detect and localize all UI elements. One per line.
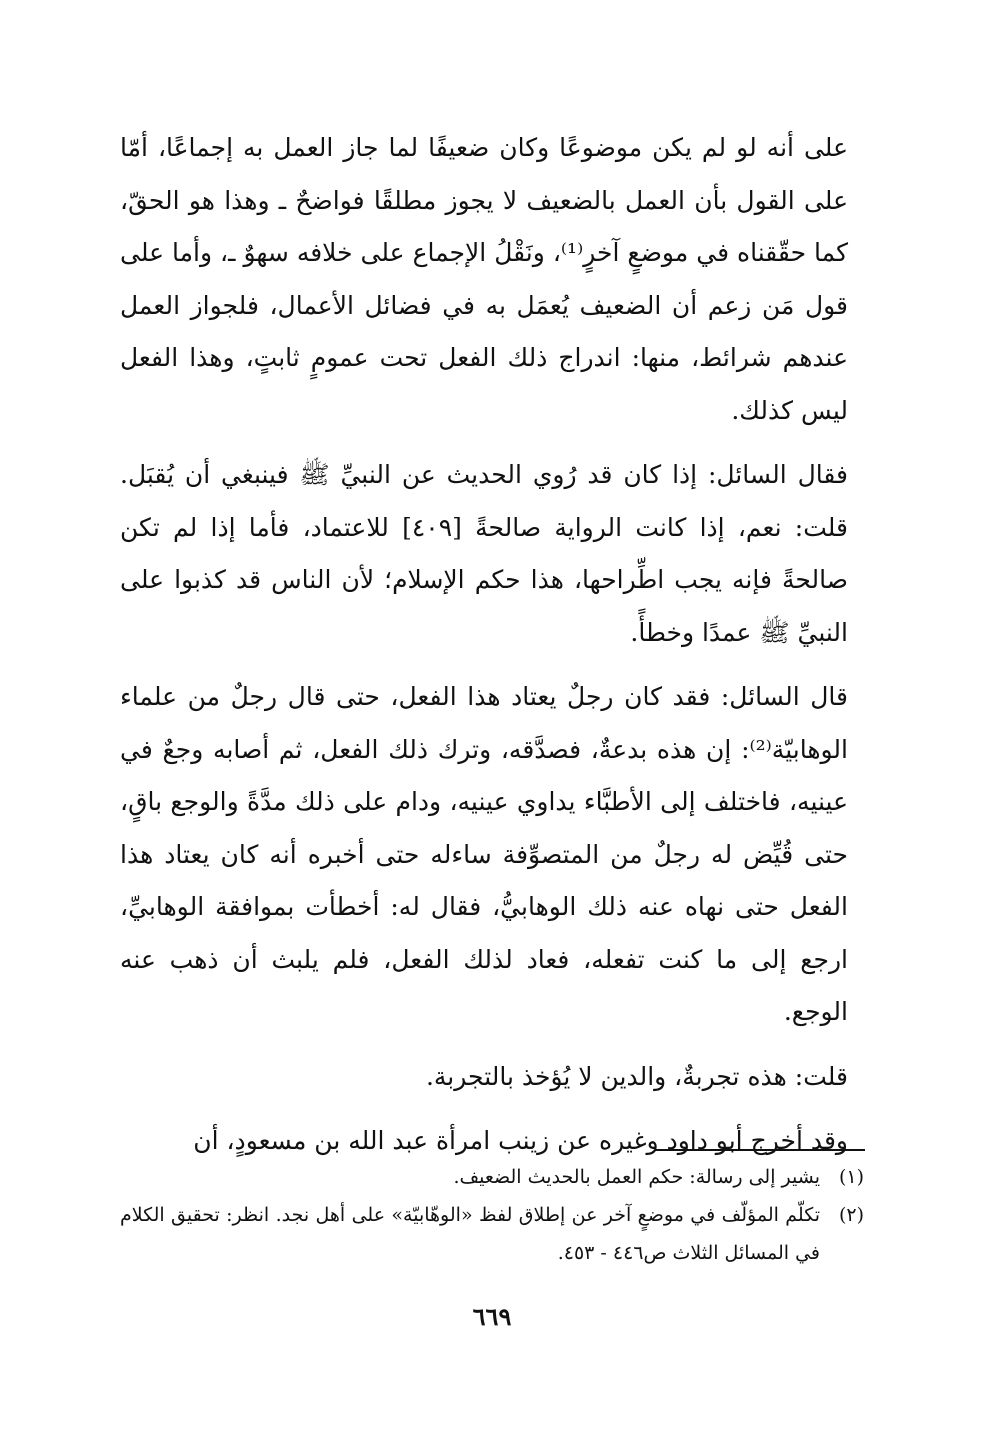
paragraph-2: فقال السائل: إذا كان قد رُوي الحديث عن النبيِّ ﷺ فينبغي أن يُقبَل. قلت: نعم، إذا كانت الرواية صالحةً [٤٠٩] للاعتماد، فأما إذا لم تكن صالحةً فإنه يجب اطِّراحها، هذا حكم الإسلام؛ لأن الناس قد كذبوا على النبيِّ ﷺ عمدًا وخطأً. [120,460,849,647]
footnote-text: تكلّم المؤلّف في موضعٍ آخر عن إطلاق لفظ «الوهّابيّة» على أهل نجد. انظر: تحقيق الكلام في المسائل الثلاث ص٤٤٦ - ٤٥٣. [120,1204,820,1264]
footnotes [120,1158,864,1272]
footnote-number: (٢) [838,1204,864,1226]
footnote-text: يشير إلى رسالة: حكم العمل بالحديث الضعيف. [453,1166,820,1188]
paragraph-4: قلت: هذه تجربةٌ، والدين لا يُؤخذ بالتجربة. [425,1061,848,1091]
footnote-number: (١) [838,1166,864,1188]
main-text [120,122,848,1168]
footnote-1 [120,1158,864,1196]
page-number: ٦٦٩ [472,1302,512,1331]
paragraph-3: قال السائل: فقد كان رجلٌ يعتاد هذا الفعل، حتى قال رجلٌ من علماء الوهابيّة⁽²⁾: إن هذه بدعةٌ، فصدَّقه، وترك ذلك الفعل، ثم أصابه وجعٌ في عينيه، فاختلف إلى الأطبَّاء يداوي عينيه، ودام على ذلك مدَّةً والوجع باقٍ، حتى قُيِّض له رجلٌ من المتصوِّفة ساءله حتى أخبره أنه كان يعتاد هذا الفعل حتى نهاه عنه ذلك الوهابيُّ، فقال له: أخطأت بموافقة الوهابيِّ، ارجع إلى ما كنت تفعله، فعاد لذلك الفعل، فلم يلبث أن ذهب عنه الوجع. [120,682,848,1026]
footnote-2 [120,1196,864,1272]
paragraph-5: وقد أخرج أبو داود وغيره عن زينب امرأة عبد الله بن مسعودٍ، أن [193,1126,848,1155]
paragraph-1: على أنه لو لم يكن موضوعًا وكان ضعيفًا لما جاز العمل به إجماعًا، أمّا على القول بأن العمل بالضعيف لا يجوز مطلقًا فواضحٌ ـ وهذا هو الحقّ، كما حقّقناه في موضعٍ آخرٍ⁽¹⁾، ونَقْلُ الإجماع على خلافه سهوٌ ـ، وأما على قول مَن زعم أن الضعيف يُعمَل به في فضائل الأعمال، فلجواز العمل عندهم شرائط، منها: اندراج ذلك الفعل تحت عمومٍ ثابتٍ، وهذا الفعل ليس كذلك. [120,133,848,425]
footnote-divider [655,1149,865,1151]
